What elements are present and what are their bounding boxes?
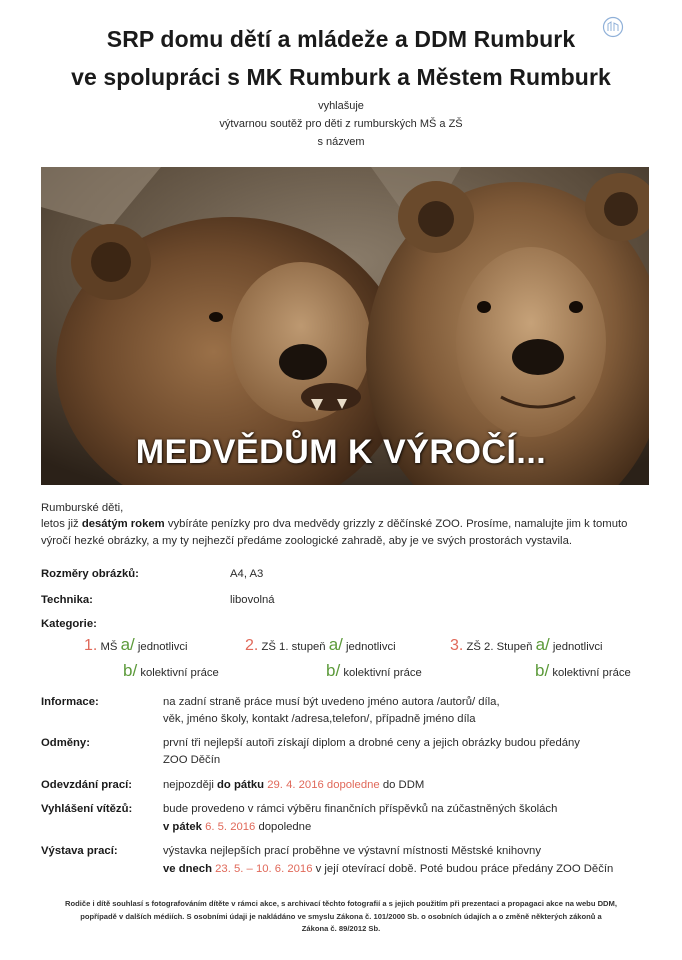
rozmery-label: Rozměry obrázků: bbox=[41, 568, 139, 580]
category-2-number: 2. bbox=[245, 637, 259, 654]
category-2-a-letter: a/ bbox=[328, 635, 343, 654]
category-3-b-text: kolektivní práce bbox=[552, 667, 631, 679]
category-1-number: 1. bbox=[84, 637, 98, 654]
intro-line2-post: vybíráte penízky pro dva medvědy grizzly z děčínské ZOO. Prosíme, namalujte jim k tomuto bbox=[164, 518, 628, 530]
informace-line2: věk, jméno školy, kontakt /adresa,telefon/, případně jméno díla bbox=[163, 713, 476, 725]
technika-label: Technika: bbox=[41, 594, 93, 606]
vystava-date: 23. 5. – 10. 6. 2016 bbox=[211, 863, 313, 875]
footer-disclaimer bbox=[40, 898, 642, 936]
vystava-post: v její otevírací době. Poté budou práce předány ZOO Děčín bbox=[312, 863, 614, 875]
intro-line2 bbox=[41, 518, 627, 530]
category-3-name: ZŠ 2. Stupeň bbox=[466, 641, 533, 653]
category-2-name: ZŠ 1. stupeň bbox=[261, 641, 326, 653]
odevzdani-value bbox=[163, 779, 424, 791]
category-2-a bbox=[245, 635, 396, 655]
vyhlaseni-bold: v pátek bbox=[163, 821, 202, 833]
category-2-b-text: kolektivní práce bbox=[343, 667, 422, 679]
category-1-a-letter: a/ bbox=[120, 635, 135, 654]
rozmery-value: A4, A3 bbox=[230, 568, 264, 580]
vyhlaseni-date: 6. 5. 2016 bbox=[201, 821, 256, 833]
category-3-a-text: jednotlivci bbox=[552, 641, 603, 653]
odevzdani-pre: nejpozději bbox=[163, 779, 218, 791]
intro-line3: výročí hezké obrázky, a my ty nejhezčí předáme zoologické zahradě, aby je ve svých prostorách vystavila. bbox=[41, 535, 572, 547]
vyhlaseni-label: Vyhlášení vítězů: bbox=[41, 803, 133, 815]
category-1-b bbox=[123, 661, 219, 681]
informace-line1: na zadní straně práce musí být uvedeno jméno autora /autorů/ díla, bbox=[163, 696, 500, 708]
vyhlaseni-post: dopoledne bbox=[255, 821, 312, 833]
vyhlaseni-line2 bbox=[163, 821, 311, 833]
odevzdani-bold: do pátku bbox=[217, 779, 265, 791]
subtitle-competition: výtvarnou soutěž pro děti z rumburských MŠ a ZŠ bbox=[219, 118, 463, 130]
category-1-a bbox=[84, 635, 188, 655]
vystava-label: Výstava prací: bbox=[41, 845, 118, 857]
page-title-line1: SRP domu dětí a mládeže a DDM Rumburk bbox=[106, 26, 576, 52]
category-3-a bbox=[450, 635, 603, 655]
footer-line2: popřípadě v dalších médiích. S osobními údaji je nakládáno ve smyslu Zákona č. 101/2000 Sb. o osobních údajích a o změně některých zákonů a bbox=[80, 911, 602, 921]
category-1-a-text: jednotlivci bbox=[137, 641, 188, 653]
odevzdani-date: 29. 4. 2016 dopoledne bbox=[264, 779, 380, 791]
odevzdani-label: Odevzdání prací: bbox=[41, 779, 133, 791]
category-3-a-letter: a/ bbox=[535, 635, 550, 654]
category-3-b-letter: b/ bbox=[535, 661, 550, 680]
odmeny-label: Odměny: bbox=[41, 737, 90, 749]
footer-line3: Zákona č. 89/2012 Sb. bbox=[301, 924, 381, 933]
page-title-line2: ve spolupráci s MK Rumburk a Městem Rumburk bbox=[71, 64, 611, 90]
category-3-b bbox=[535, 661, 631, 681]
odmeny-line2: ZOO Děčín bbox=[163, 754, 221, 766]
vystava-line2 bbox=[163, 863, 613, 875]
category-2-b-letter: b/ bbox=[326, 661, 341, 680]
vystava-bold: ve dnech bbox=[163, 863, 212, 875]
category-1-name: MŠ bbox=[100, 641, 118, 653]
category-1-b-text: kolektivní práce bbox=[140, 667, 219, 679]
kategorie-label: Kategorie: bbox=[41, 618, 97, 630]
category-2-a-text: jednotlivci bbox=[346, 641, 396, 653]
informace-label: Informace: bbox=[41, 696, 99, 708]
subtitle-named: s názvem bbox=[317, 136, 365, 148]
category-1-b-letter: b/ bbox=[123, 661, 138, 680]
odmeny-line1: první tři nejlepší autoři získají diplom a drobné ceny a jejich obrázky budou předány bbox=[163, 737, 580, 749]
banner-title: MEDVĚDŮM K VÝROČÍ... bbox=[135, 433, 547, 471]
subtitle-announces: vyhlašuje bbox=[318, 100, 364, 112]
intro-line1: Rumburské děti, bbox=[41, 502, 124, 514]
odevzdani-post: do DDM bbox=[379, 779, 425, 791]
vyhlaseni-line1: bude provedeno v rámci výběru finančních příspěvků na zúčastněných školách bbox=[163, 803, 558, 815]
intro-line2-pre: letos již bbox=[41, 518, 82, 530]
category-2-b bbox=[326, 661, 422, 681]
technika-value: libovolná bbox=[230, 594, 275, 606]
intro-line2-bold: desátým rokem bbox=[81, 518, 165, 530]
footer-line1: Rodiče i dítě souhlasí s fotografováním dítěte v rámci akce, s archivací těchto fotografií a s jejich použitím při prezentaci a propagaci akce na webu DDM, bbox=[65, 899, 617, 908]
vystava-line1: výstavka nejlepších prací proběhne ve výstavní místnosti Městské knihovny bbox=[163, 845, 541, 857]
category-3-number: 3. bbox=[450, 637, 464, 654]
